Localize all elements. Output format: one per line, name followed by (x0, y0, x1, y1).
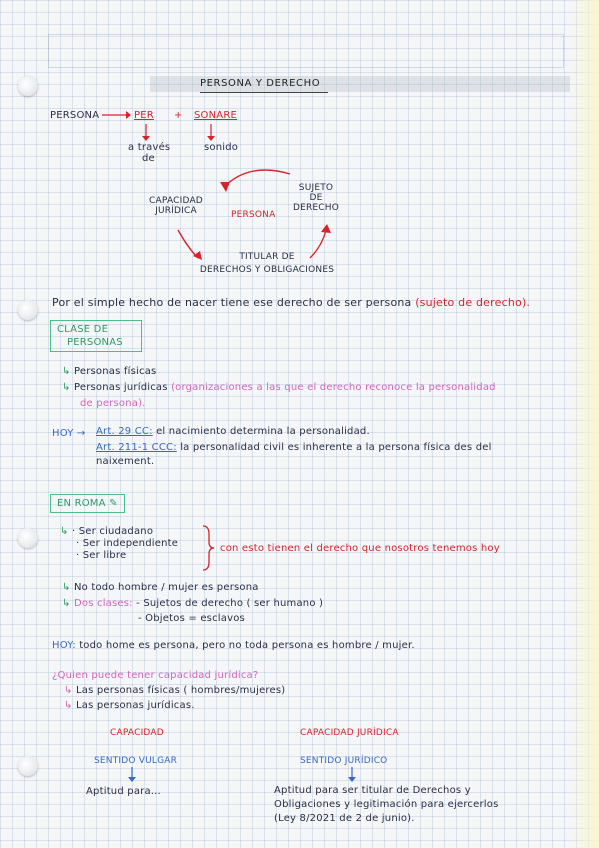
question-text: ¿Quien puede tener capacidad jurídica? (52, 670, 259, 681)
header-area (48, 34, 564, 68)
arrow-icon: ↳ (60, 526, 69, 537)
roma-box (50, 494, 125, 513)
arrow-icon: ↳ (62, 598, 71, 609)
hoy2-label: HOY: (52, 640, 76, 651)
roma-item3: · Ser libre (76, 550, 127, 561)
etym-part1-meaning: a través (128, 142, 171, 153)
question-ans1 (64, 685, 285, 696)
clases-item2-text: Personas jurídicas (73, 382, 168, 393)
clases-box-1: CLASE DE (57, 324, 109, 335)
cycle-sujeto-3: DERECHO (292, 203, 340, 213)
clases-item1-text: Personas físicas (73, 366, 157, 377)
question-ans1-text: Las personas físicas ( hombres/mujeres) (75, 685, 286, 696)
roma-line1 (62, 582, 259, 593)
roma-list (60, 526, 178, 561)
hoy1-art2-text-2: naixement. (96, 456, 155, 467)
roma-item1 (60, 526, 178, 537)
etym-plus: + (174, 110, 183, 121)
binder-hole (18, 300, 38, 320)
compare-right-2: Obligaciones y legitimación para ejercerlos (274, 799, 499, 810)
cycle-titular-1: TITULAR DE (239, 252, 295, 262)
intro-line (52, 296, 530, 309)
hoy1-art1-ref: Art. 29 CC: (96, 426, 153, 437)
hoy2-line (52, 640, 415, 651)
binder-hole (18, 528, 38, 548)
roma-item2: · Ser independiente (76, 538, 179, 549)
question-ans2-text: Las personas jurídicas. (75, 700, 195, 711)
hoy1-art2-ref: Art. 211-1 CCC: (96, 442, 177, 453)
roma-item1-text: · Ser ciudadano (71, 526, 154, 537)
curly-brace-icon (200, 524, 216, 572)
hoy1-art1 (96, 426, 370, 437)
paper-edge (569, 0, 599, 848)
binder-hole (18, 76, 38, 96)
arrow-icon: ↳ (64, 700, 73, 711)
roma-line2-b: - Objetos = esclavos (138, 613, 245, 624)
cycle-titular (197, 252, 337, 275)
arrow-down-icon (346, 767, 358, 783)
clases-item1 (62, 366, 156, 377)
arrow-icon: ↳ (62, 366, 71, 377)
title-underline (200, 92, 328, 93)
clases-item2 (62, 382, 496, 393)
compare-right-text (274, 784, 499, 826)
cycle-titular-2: DERECHOS Y OBLIGACIONES (199, 265, 335, 275)
arrow-down-icon (205, 124, 217, 142)
roma-line2 (62, 598, 323, 609)
intro-text: Por el simple hecho de nacer tiene ese derecho de ser persona (52, 296, 412, 309)
arrow-down-icon (140, 124, 152, 142)
hoy2-text: todo home es persona, pero no toda persona es hombre / mujer. (79, 640, 415, 651)
clases-item2-note: (organizaciones a las que el derecho reconoce la personalidad (171, 382, 496, 393)
arrow-icon: ↳ (62, 382, 71, 393)
arrow-icon: ↳ (64, 685, 73, 696)
roma-brace-note: con esto tienen el derecho que nosotros tenemos hoy (220, 543, 500, 554)
clases-box-2: PERSONAS (67, 337, 123, 348)
page-title: PERSONA Y DERECHO (200, 78, 321, 89)
arrow-down-icon (126, 767, 138, 783)
compare-right-3: (Ley 8/2021 de 2 de junio). (274, 813, 415, 824)
cycle-center: PERSONA (231, 210, 276, 220)
etym-part2-meaning: sonido (204, 142, 239, 153)
intro-highlight: (sujeto de derecho). (415, 296, 531, 309)
hoy1-art1-text: el nacimiento determina la personalidad. (156, 426, 370, 437)
etym-part2: SONARE (194, 110, 238, 121)
cycle-capacidad (140, 196, 212, 216)
compare-right-1: Aptitud para ser titular de Derechos y (274, 785, 471, 796)
roma-line1-text: No todo hombre / mujer es persona (73, 582, 259, 593)
compare-left-text: Aptitud para... (86, 786, 161, 797)
cycle-sujeto-1: SUJETO (298, 183, 334, 193)
etym-word: PERSONA (50, 110, 100, 121)
etym-part1: PER (134, 110, 154, 121)
compare-right-sub: SENTIDO JURÍDICO (300, 756, 388, 766)
question-ans2 (64, 700, 195, 711)
cycle-sujeto (290, 183, 342, 213)
roma-box-text: EN ROMA (57, 498, 106, 509)
cycle-capacidad-2: JURÍDICA (155, 206, 197, 216)
clases-box (50, 320, 142, 352)
compare-left-sub: SENTIDO VULGAR (94, 756, 178, 766)
hoy1-art2-text: la personalidad civil es inherente a la persona física des del (180, 442, 492, 453)
arrow-right-icon (100, 108, 132, 122)
hoy1-label: HOY → (52, 428, 86, 439)
arrow-icon: ↳ (62, 582, 71, 593)
cycle-capacidad-1: CAPACIDAD (149, 196, 203, 206)
binder-hole (18, 756, 38, 776)
etym-part1-meaning-2: de (142, 153, 155, 164)
roma-line2-label: Dos clases: (73, 598, 133, 609)
pencil-icon: ✎ (109, 498, 118, 509)
cycle-sujeto-2: DE (309, 193, 323, 203)
hoy1-art2 (96, 442, 492, 453)
compare-left-title: CAPACIDAD (110, 728, 164, 738)
roma-line2-a: - Sujetos de derecho ( ser humano ) (136, 598, 324, 609)
compare-right-title: CAPACIDAD JURÍDICA (300, 728, 399, 738)
clases-item2-note-2: de persona). (80, 398, 146, 409)
